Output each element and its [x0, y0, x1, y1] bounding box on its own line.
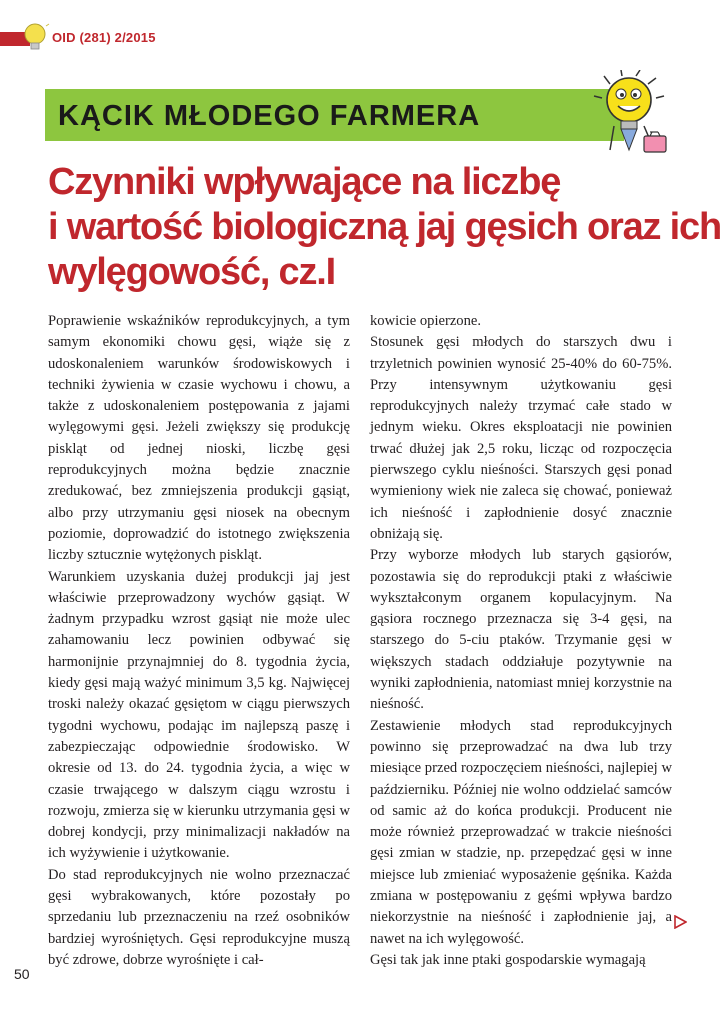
- left-column: [48, 311, 350, 971]
- article-title-line: wylęgowość, cz.I: [48, 251, 336, 293]
- paragraph: Do stad reprodukcyjnych nie wolno przeznaczać gęsi wybrakowanych, które pozostały po sprzedaniu lub przeznaczeniu na rzeź osobników bardziej wyrośniętych. Gęsi reprodukcyjne muszą być zdrowe, dobrze wyrośnięte i cał-: [48, 866, 350, 968]
- continue-arrow-icon: [674, 915, 687, 929]
- paragraph: Gęsi tak jak inne ptaki gospodarskie wymagają: [370, 951, 646, 968]
- article-title: [48, 160, 721, 295]
- paragraph: Warunkiem uzyskania dużej produkcji jaj jest właściwie przeprowadzony wychów gąsiąt. W żadnym przypadku wzrost gąsiąt nie może ulec zahamowaniu lecz powinien odbywać się harmonijnie przynajmniej do 8. tygodnia życia, kiedy gęsi mają ważyć minimum 3,5 kg. Najwięcej troski należy okazać gęsiętom w ciągu pierwszych tygodni wychowu, podając im najlepszą paszę i zabezpieczając odpowiednie środowisko. W okresie od 13. do 24. tygodnia życia, a więc w czasie trwającego w dalszym ciągu wzrostu i rozwoju, zmierza się w kierunku utrzymania gęsi w dobrej kondycji, przy minimalizacji nakładów na ich wyżywienie i użytkowanie.: [48, 568, 350, 862]
- section-title: KĄCIK MŁODEGO FARMERA: [58, 100, 481, 132]
- paragraph: Zestawienie młodych stad reprodukcyjnych powinno się przeprowadzać na dwa lub trzy miesiące przed rozpoczęciem nieśności, najlepiej w październiku. Później nie wolno oddzielać samców od samic aż do końca produkcji. Producent nie może również przeprowadzać w trakcie nieśności gęsi zmian w stadzie, np. przepędzać gęsi w inne miejsce lub zmieniać wyposażenie gęśnika. Każda zmiana w postępowaniu z gęśmi wpływa bardzo niekorzystnie na nieśność i zapłodnienie jaj, a nawet na ich wylęgowość.: [370, 717, 672, 947]
- article-title-line: Czynniki wpływające na liczbę: [48, 161, 561, 203]
- issue-label: OID (281) 2/2015: [52, 30, 156, 45]
- lightbulb-icon: [22, 22, 50, 52]
- right-column: [370, 311, 672, 971]
- paragraph: Poprawienie wskaźników reprodukcyjnych, a tym samym ekonomiki chowu gęsi, wiąże się z udoskonaleniem warunków środowiskowych i techniki żywienia w czasie wychowu i chowu, a także z udoskonaleniem postępowania z jajami wylęgowymi gęsi. Jeżeli zwiększy się produkcję piskląt od jednej nioski, liczbę gęsi reprodukcyjnych można będzie znacznie zredukować, bez zmniejszenia produkcji gąsiąt, albo przy utrzymaniu gęsi niosek na obecnym poziomie, doprowadzić do istotnego zwiększenia liczby sztucznie wytężonych piskląt.: [48, 313, 350, 564]
- paragraph: Stosunek gęsi młodych do starszych dwu i trzyletnich powinien wynosić 25-40% do 60-75%. Przy intensywnym użytkowaniu gęsi reprodukcyjnych należy trzymać całe stado w jednym wieku. Okres eksploatacji nie powinien trwać dłużej jak 2,5 roku, licząc od rozpoczęcia pierwszego cyklu nieśności. Starszych gęsi ponad wymieniony wiek nie zaleca się chować, ponieważ ich nieśność i zapłodnienie dosyć znacznie obniżają się.: [370, 334, 672, 542]
- lightbulb-mascot-icon: [592, 70, 672, 160]
- article-title-line: i wartość biologiczną jaj gęsich oraz ich: [48, 206, 721, 248]
- paragraph: Przy wyborze młodych lub starych gąsiorów, pozostawia się do reprodukcji ptaki z właściwie wykształconym organem kopulacyjnym. Na gąsiora rocznego przeznacza się 3-4 gęsi, na starszego do 5-ciu ptaków. Trzymanie gęsi w większych stadach oddziałuje pozytywnie na wyniki zapłodnienia, natomiast mniej korzystnie na nieśność.: [370, 547, 672, 713]
- page-number: 50: [14, 966, 30, 982]
- paragraph: kowicie opierzone.: [370, 313, 482, 329]
